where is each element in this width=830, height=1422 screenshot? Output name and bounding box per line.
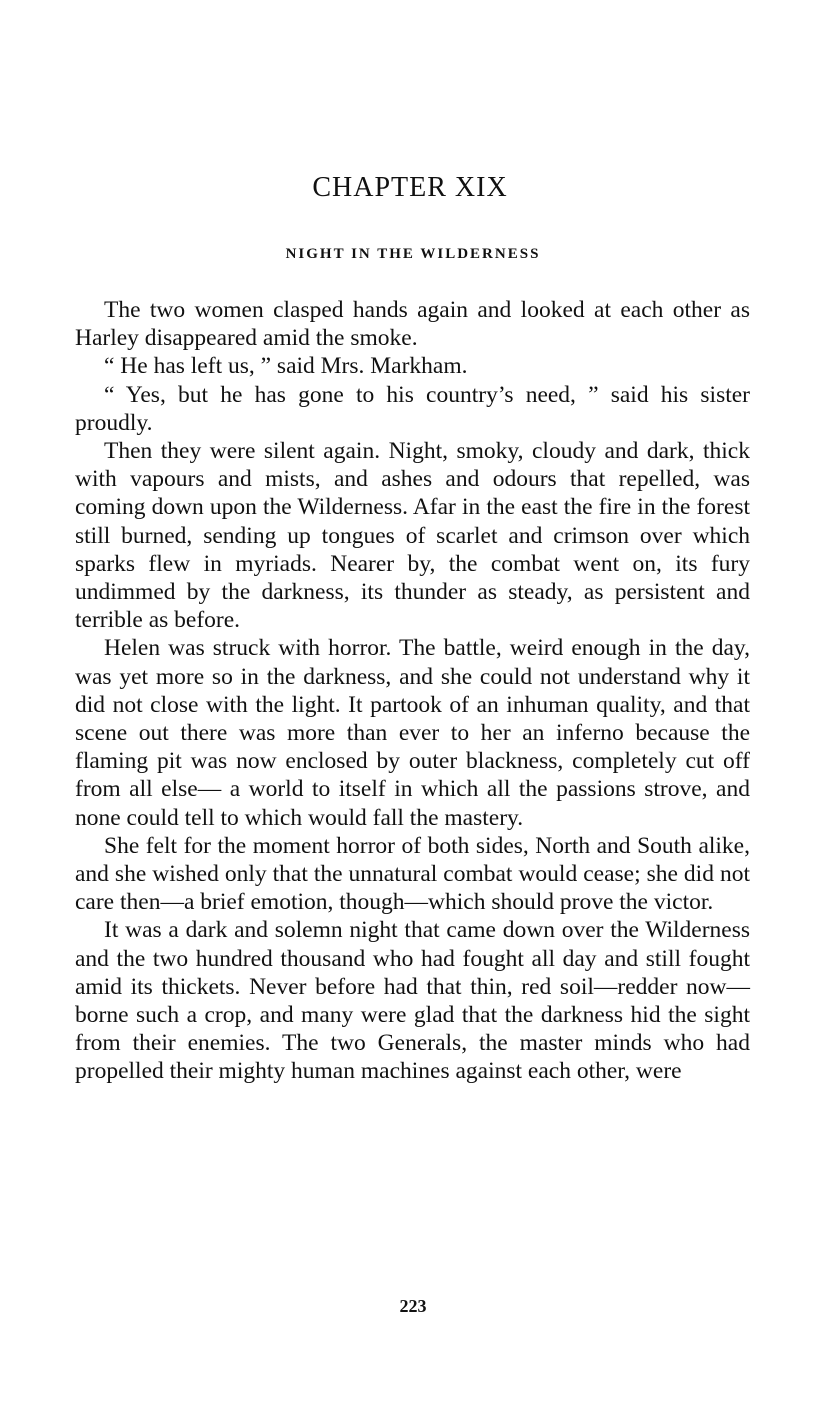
paragraph: Helen was struck with horror. The battle, weird enough in the day, was yet more so in the darkness, and she could not understand why it did not close with the light. It partook of an inhuman quality, and that scene out there was more than ever to her an inferno because the flaming pit was now enclosed by outer blackness, completely cut off from all else— a world to itself in which all the passions strove, and none could tell to which would fall the mastery. [75,635,750,831]
paragraph: It was a dark and solemn night that came down over the Wilderness and the two hundred thousand who had fought all day and still fought amid its thickets. Never before had that thin, red soil—redder now— borne such a crop, and many were glad that the darkness hid the sight from their enemies. The two Generals, the master minds who had propelled their mighty human machines against each other, were [75,917,750,1085]
chapter-subtitle: NIGHT IN THE WILDERNESS [285,246,541,262]
paragraph: She felt for the moment horror of both sides, North and South alike, and she wished only that the unnatural combat would cease; she did not care then—a brief emotion, though—which should prove the victor. [75,832,750,916]
paragraph: Then they were silent again. Night, smoky, cloudy and dark, thick with vapours and mists, and ashes and odours that repelled, was coming down upon the Wilderness. Afar in the east the fire in the forest still burned, sending up tongues of scarlet and crimson over which sparks flew in myriads. Nearer by, the combat went on, its fury undimmed by the darkness, its thunder as steady, as persistent and terrible as before. [75,438,750,634]
page-number: 223 [399,1296,427,1316]
paragraph: The two women clasped hands again and looked at each other as Harley disappeared amid the smoke. [75,297,750,352]
paragraph: “ Yes, but he has gone to his country’s need, ” said his sister proudly. [75,381,750,436]
body-text [75,296,750,1086]
paragraph: “ He has left us, ” said Mrs. Markham. [104,353,468,380]
chapter-title: CHAPTER XIX [312,172,508,203]
